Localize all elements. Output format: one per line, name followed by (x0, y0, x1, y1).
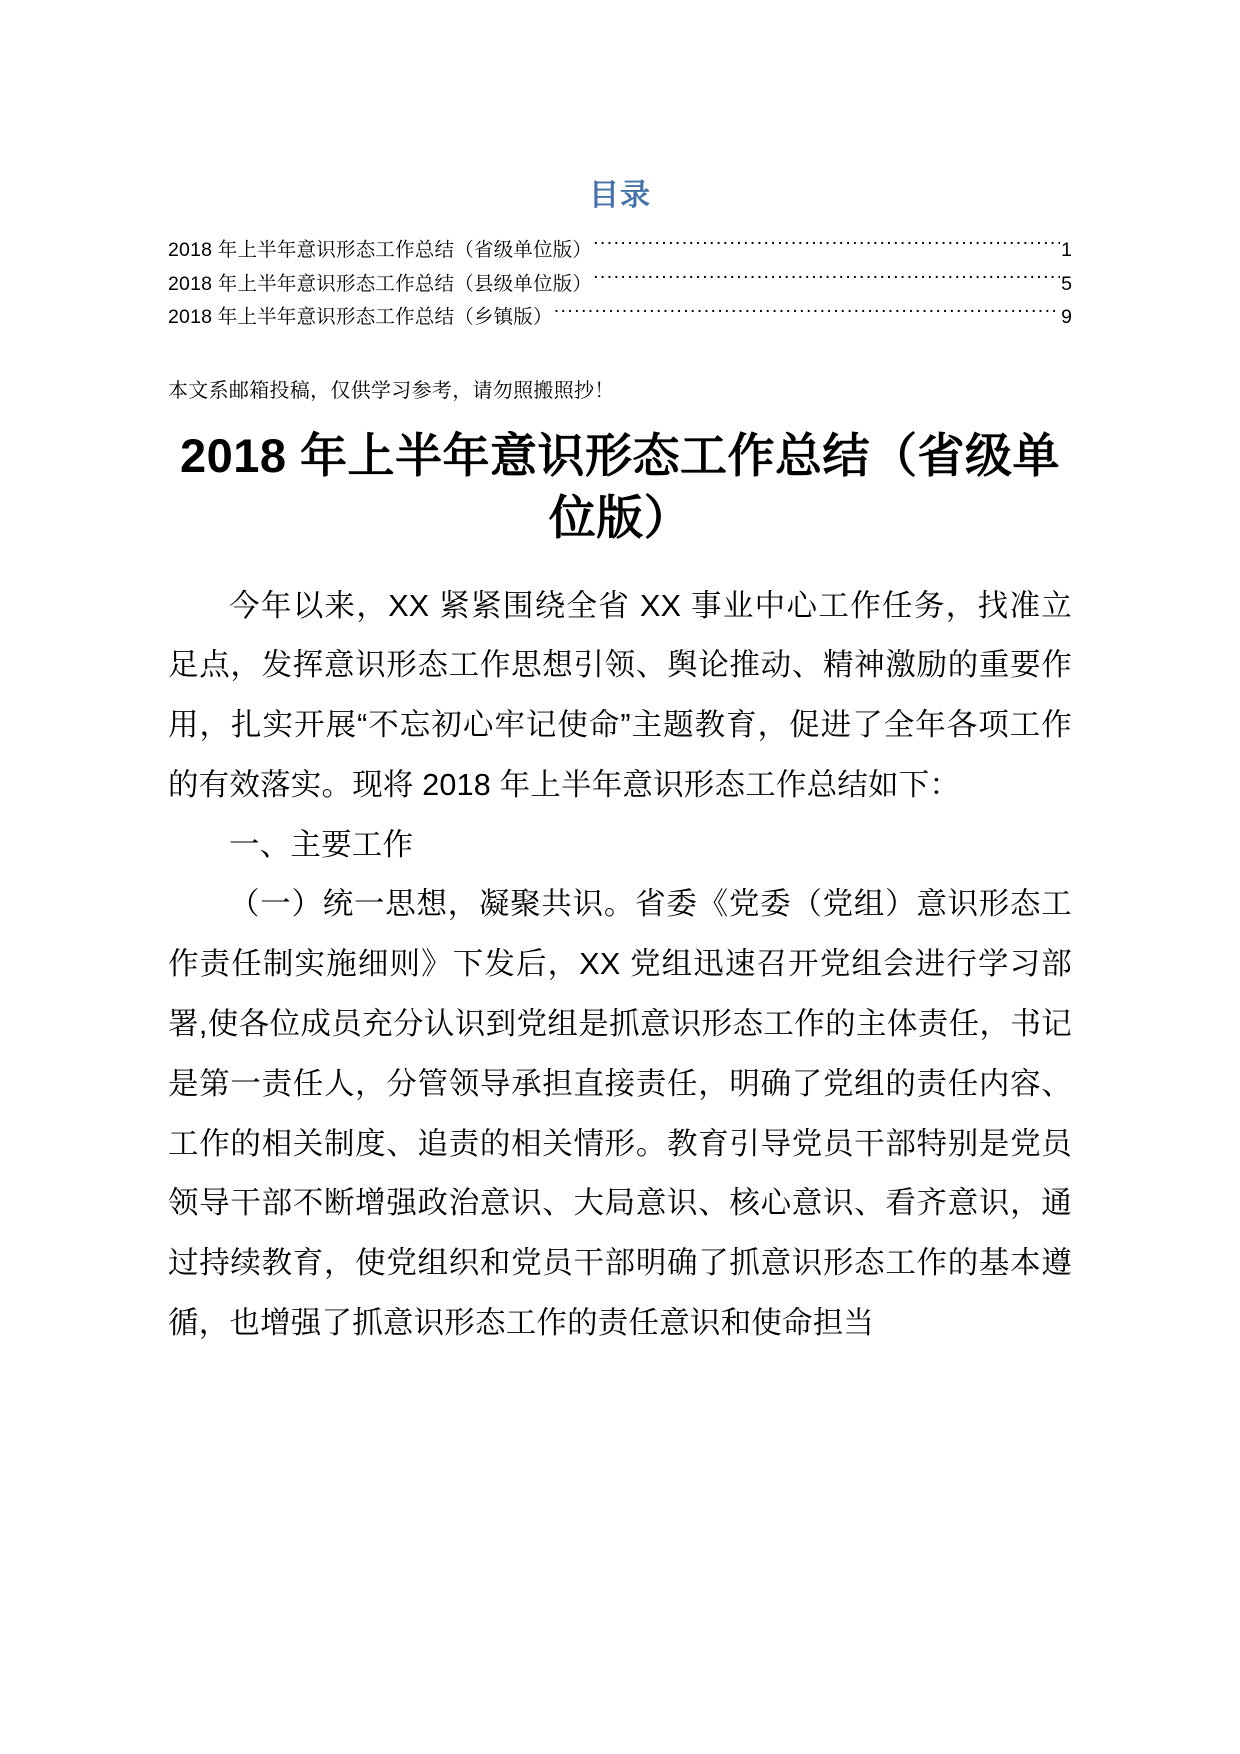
paragraph: 今年以来，XX 紧紧围绕全省 XX 事业中心工作任务，找准立足点，发挥意识形态工作思想引领、舆论推动、精神激励的重要作用，扎实开展“不忘初心牢记使命”主题教育，促进了全年各项工作的有效落实。现将 2018 年上半年意识形态工作总结如下： (168, 588, 1072, 802)
toc-entry-page: 5 (1061, 272, 1072, 295)
document-body (168, 577, 1072, 1354)
paragraph: （一）统一思想，凝聚共识。省委《党委（党组）意识形态工作责任制实施细则》下发后，XX 党组迅速召开党组会进行学习部署,使各位成员充分认识到党组是抓意识形态工作的主体责任，书记是第一责任人，分管领导承担直接责任，明确了党组的责任内容、工作的相关制度、追责的相关情形。教育引导党员干部特别是党员领导干部不断增强政治意识、大局意识、核心意识、看齐意识，通过持续教育，使党组织和党员干部明确了抓意识形态工作的基本遵循，也增强了抓意识形态工作的责任意识和使命担当 (168, 887, 1072, 1340)
toc-leader-dots (593, 270, 1060, 290)
toc-leader-dots (593, 237, 1060, 257)
page-title: 2018 年上半年意识形态工作总结（省级单位版） (179, 428, 1061, 544)
toc-entry[interactable] (168, 268, 1072, 302)
toc-entry-label: 2018 年上半年意识形态工作总结（县级单位版） (168, 272, 593, 295)
toc-entry-page: 9 (1061, 306, 1072, 329)
toc-entry-page: 1 (1061, 239, 1072, 261)
toc-heading: 目录 (589, 179, 651, 212)
toc-entry[interactable] (168, 234, 1072, 268)
toc-entry[interactable] (168, 301, 1072, 335)
toc-entry-label: 2018 年上半年意识形态工作总结（乡镇版） (168, 306, 553, 329)
toc-leader-dots (554, 304, 1060, 324)
toc-entry-label: 2018 年上半年意识形态工作总结（省级单位版） (168, 239, 593, 261)
table-of-contents (168, 234, 1072, 335)
section-heading-main-work: 一、主要工作 (229, 827, 414, 862)
submission-note: 本文系邮箱投稿，仅供学习参考，请勿照搬照抄！ (168, 379, 615, 402)
page-content (168, 0, 1072, 1354)
